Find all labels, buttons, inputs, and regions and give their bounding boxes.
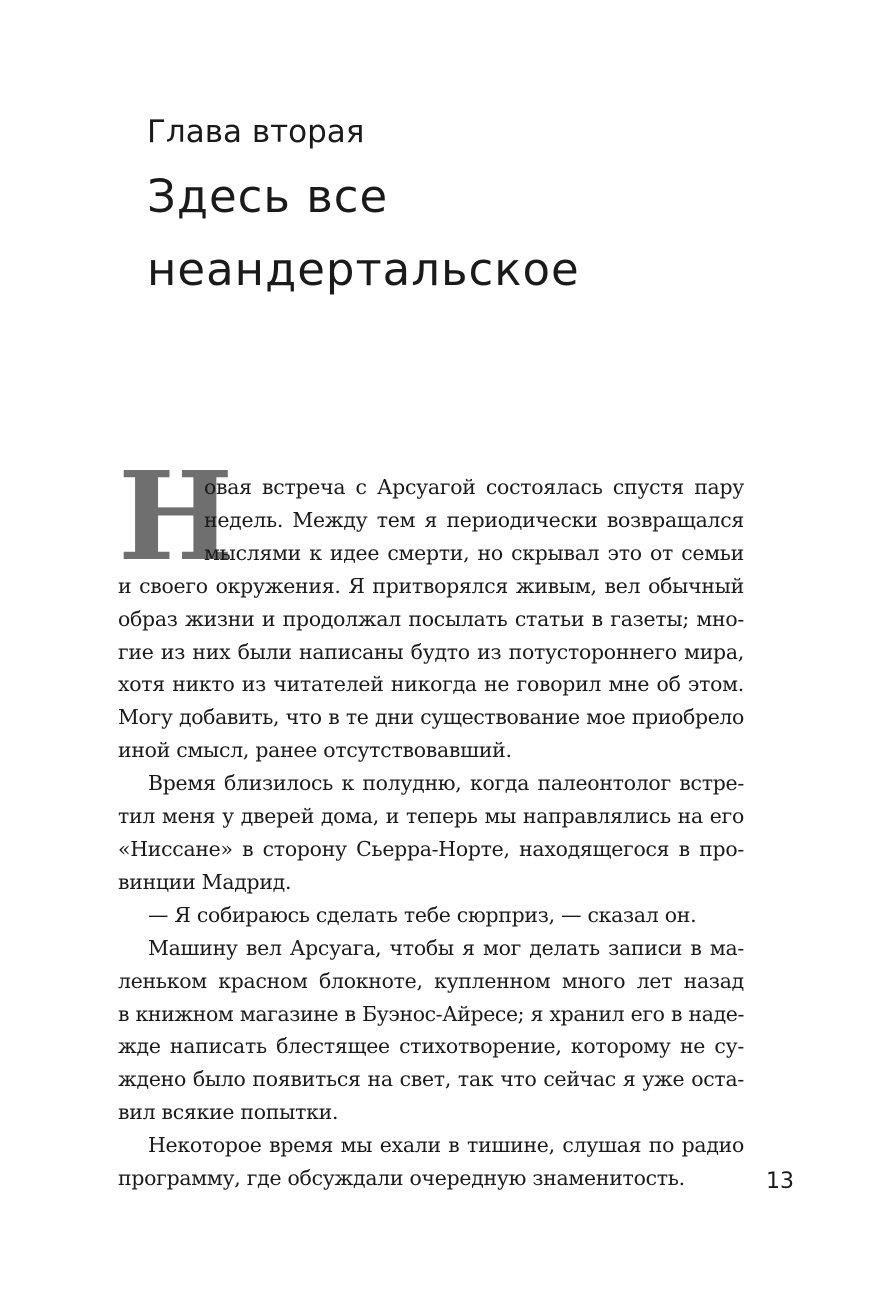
text-line: вил всякие попытки. (118, 1100, 339, 1125)
text-line: «Ниссане» в сторону Сьерра-Норте, находящегося в про- (118, 836, 744, 861)
text-line: хотя никто из читателей никогда не говорил мне об этом. (118, 672, 744, 697)
text-line: винции Мадрид. (118, 869, 292, 894)
text-line: — Я собираюсь сделать тебе сюрприз, — сказал он. (148, 902, 697, 927)
text-line: и своего окружения. Я притворялся живым, вел обычный (118, 573, 744, 598)
page-number: 13 (766, 1169, 794, 1194)
text-line: леньком красном блокноте, купленном много лет назад (118, 968, 744, 993)
text-line: в книжном магазине в Буэнос-Айресе; я хранил его в наде- (118, 1001, 744, 1026)
chapter-label: Глава вторая (147, 114, 365, 150)
text-line: Некоторое время мы ехали в тишине, слушая по радио (148, 1133, 744, 1158)
body-text (118, 444, 744, 1195)
text-line: тил меня у дверей дома, и теперь мы направлялись на его (118, 804, 744, 829)
text-line: Могу добавить, что в те дни существование мое приобрело (118, 705, 744, 730)
text-line: программу, где обсуждали очередную знаменитость. (118, 1166, 685, 1191)
chapter-title (147, 160, 580, 306)
text-line: овая встреча с Арсуагой состоялась спустя пару (204, 475, 744, 499)
text-line: Время близилось к полудню, когда палеонтолог встре- (148, 771, 744, 796)
chapter-title-line-2: неандертальское (147, 243, 580, 296)
text-line: недель. Между тем я периодически возвращался (204, 507, 744, 532)
text-line: образ жизни и продолжал посылать статьи в газеты; мно- (118, 606, 744, 631)
chapter-title-line-1: Здесь все (147, 170, 389, 223)
text-line: гие из них были написаны будто из потустороннего мира, (118, 639, 744, 664)
drop-cap: Н (118, 444, 234, 588)
text-line: жде написать блестящее стихотворение, которому не су- (118, 1034, 744, 1059)
text-line: Машину вел Арсуага, чтобы я мог делать записи в ма- (148, 935, 744, 960)
text-line: иной смысл, ранее отсутствовавший. (118, 738, 512, 763)
text-line: ждено было появиться на свет, так что сейчас я уже оста- (118, 1067, 744, 1092)
text-line: мыслями к идее смерти, но скрывал это от семьи (204, 540, 744, 565)
